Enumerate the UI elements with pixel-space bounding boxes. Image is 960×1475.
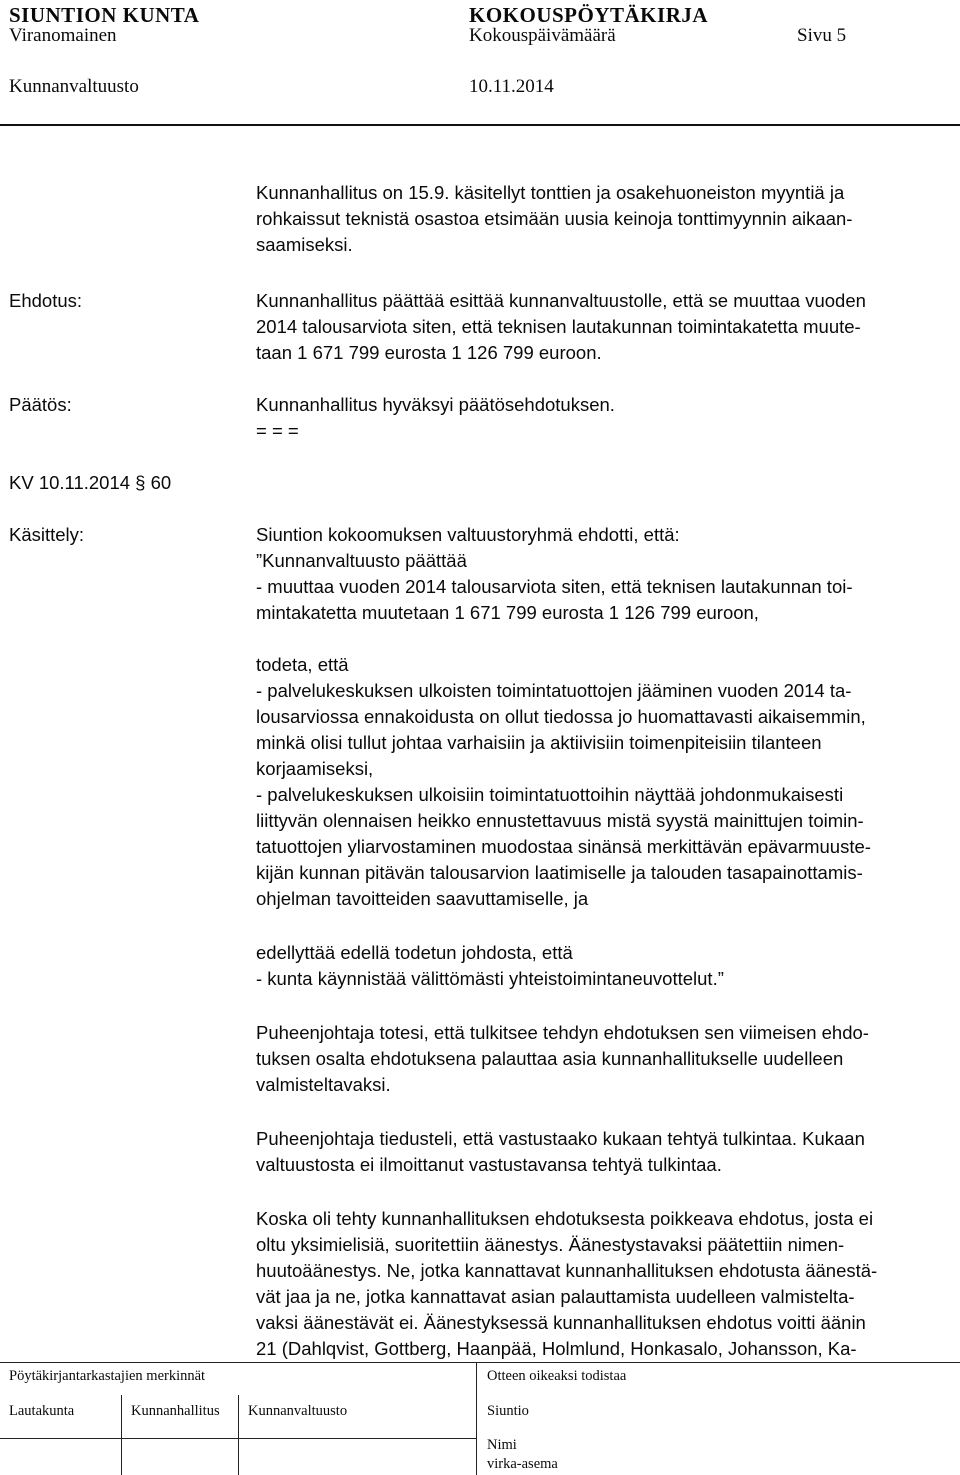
text-line: tuksen osalta ehdotuksena palauttaa asia kunnanhallitukselle uudelleen — [256, 1048, 844, 1069]
text-line: Kunnanhallitus on 15.9. käsitellyt tonttien ja osakehuoneiston myyntiä ja — [256, 182, 845, 203]
authority-label: Viranomainen — [9, 25, 117, 46]
footer-title-label: virka-asema — [487, 1456, 558, 1472]
text-line: kijän kunnan pitävän talousarvion laatimiselle ja talouden tasapainottamis- — [256, 862, 863, 883]
text-line: saamiseksi. — [256, 234, 353, 255]
text-line: - palvelukeskuksen ulkoisten toimintatuottojen jääminen vuoden 2014 ta- — [256, 680, 852, 701]
text-line: lousarviossa ennakoidusta on ollut tiedossa jo huomattavasti aikaisemmin, — [256, 706, 866, 727]
document-type: KOKOUSPÖYTÄKIRJA — [469, 3, 709, 27]
text-line: taan 1 671 799 eurosta 1 126 799 euroon. — [256, 342, 602, 363]
text-line: Koska oli tehty kunnanhallituksen ehdotuksesta poikkeava ehdotus, josta ei — [256, 1208, 874, 1229]
footer-col-board: Lautakunta — [9, 1403, 75, 1419]
decision-label: Päätös: — [9, 394, 72, 415]
header-rule — [0, 124, 960, 126]
certified-copy-title: Otteen oikeaksi todistaa — [487, 1368, 627, 1384]
text-line: minkä olisi tullut johtaa varhaisiin ja aktiivisiin toimenpiteisiin tilanteen — [256, 732, 822, 753]
proposal-label: Ehdotus: — [9, 290, 83, 311]
text-line: korjaamiseksi, — [256, 758, 374, 779]
text-line: edellyttää edellä todetun johdosta, että — [256, 942, 573, 963]
text-line: valmisteltavaksi. — [256, 1074, 391, 1095]
text-line: todeta, että — [256, 654, 349, 675]
footer-top-rule — [0, 1362, 960, 1363]
text-line: Puheenjohtaja tiedusteli, että vastustaako kukaan tehtyä tulkintaa. Kukaan — [256, 1128, 865, 1149]
text-line: huutoäänestys. Ne, jotka kannattavat kunnanhallituksen ehdotusta äänestä- — [256, 1260, 878, 1281]
organization-name: SIUNTION KUNTA — [9, 3, 200, 27]
separator: = = = — [256, 420, 299, 441]
meeting-date-value: 10.11.2014 — [469, 76, 554, 97]
footer-name-label: Nimi — [487, 1437, 517, 1453]
footer-col-divider-1 — [121, 1395, 122, 1475]
section-heading: KV 10.11.2014 § 60 — [9, 472, 172, 493]
text-line: vät jaa ja ne, jotka kannattavat asian palauttamista uudelleen valmistelta- — [256, 1286, 855, 1307]
text-line: liittyvän olennaisen heikko ennustettavuus mistä syystä mainittujen toimin- — [256, 810, 864, 831]
discussion-label: Käsittely: — [9, 524, 85, 545]
decision-text: Kunnanhallitus hyväksyi päätösehdotuksen. — [256, 394, 615, 415]
page-number: Sivu 5 — [797, 25, 847, 46]
text-line: Puheenjohtaja totesi, että tulkitsee tehdyn ehdotuksen sen viimeisen ehdo- — [256, 1022, 869, 1043]
text-line: vaksi äänestävät ei. Äänestyksessä kunnanhallituksen ehdotus voitti äänin — [256, 1312, 866, 1333]
text-line: ”Kunnanvaltuusto päättää — [256, 550, 467, 571]
text-line: Siuntion kokoomuksen valtuustoryhmä ehdotti, että: — [256, 524, 680, 545]
meeting-date-label: Kokouspäivämäärä — [469, 25, 616, 46]
text-line: - palvelukeskuksen ulkoisiin toimintatuottoihin näyttää johdonmukaisesti — [256, 784, 844, 805]
footer-divider — [476, 1362, 477, 1475]
reviewers-notes-title: Pöytäkirjantarkastajien merkinnät — [9, 1368, 206, 1384]
text-line: 21 (Dahlqvist, Gottberg, Haanpää, Holmlund, Honkasalo, Johansson, Ka- — [256, 1338, 857, 1359]
text-line: valtuustosta ei ilmoittanut vastustavansa tehtyä tulkintaa. — [256, 1154, 722, 1175]
footer-col-divider-2 — [238, 1395, 239, 1475]
text-line: rohkaissut teknistä osastoa etsimään uusia keinoja tonttimyynnin aikaan- — [256, 208, 853, 229]
text-line: ohjelman tavoitteiden saavuttamiselle, ja — [256, 888, 589, 909]
text-line: mintakatetta muutetaan 1 671 799 eurosta 1 126 799 euroon, — [256, 602, 759, 623]
text-line: - kunta käynnistää välittömästi yhteistoimintaneuvottelut.” — [256, 968, 724, 989]
text-line: - muuttaa vuoden 2014 talousarviota siten, että teknisen lautakunnan toi- — [256, 576, 853, 597]
footer-col-executive: Kunnanhallitus — [131, 1403, 220, 1419]
authority-value: Kunnanvaltuusto — [9, 76, 139, 97]
footer-col-council: Kunnanvaltuusto — [248, 1403, 348, 1419]
text-line: Kunnanhallitus päättää esittää kunnanvaltuustolle, että se muuttaa vuoden — [256, 290, 866, 311]
footer-place: Siuntio — [487, 1403, 529, 1419]
text-line: tatuottojen yliarvostaminen muodostaa sinänsä merkittävän epävarmuuste- — [256, 836, 871, 857]
text-line: oltu yksimielisiä, suoritettiin äänestys. Äänestystavaksi päätettiin nimen- — [256, 1234, 845, 1255]
footer-row-rule — [0, 1438, 476, 1439]
text-line: 2014 talousarviota siten, että teknisen lautakunnan toimintakatetta muute- — [256, 316, 861, 337]
